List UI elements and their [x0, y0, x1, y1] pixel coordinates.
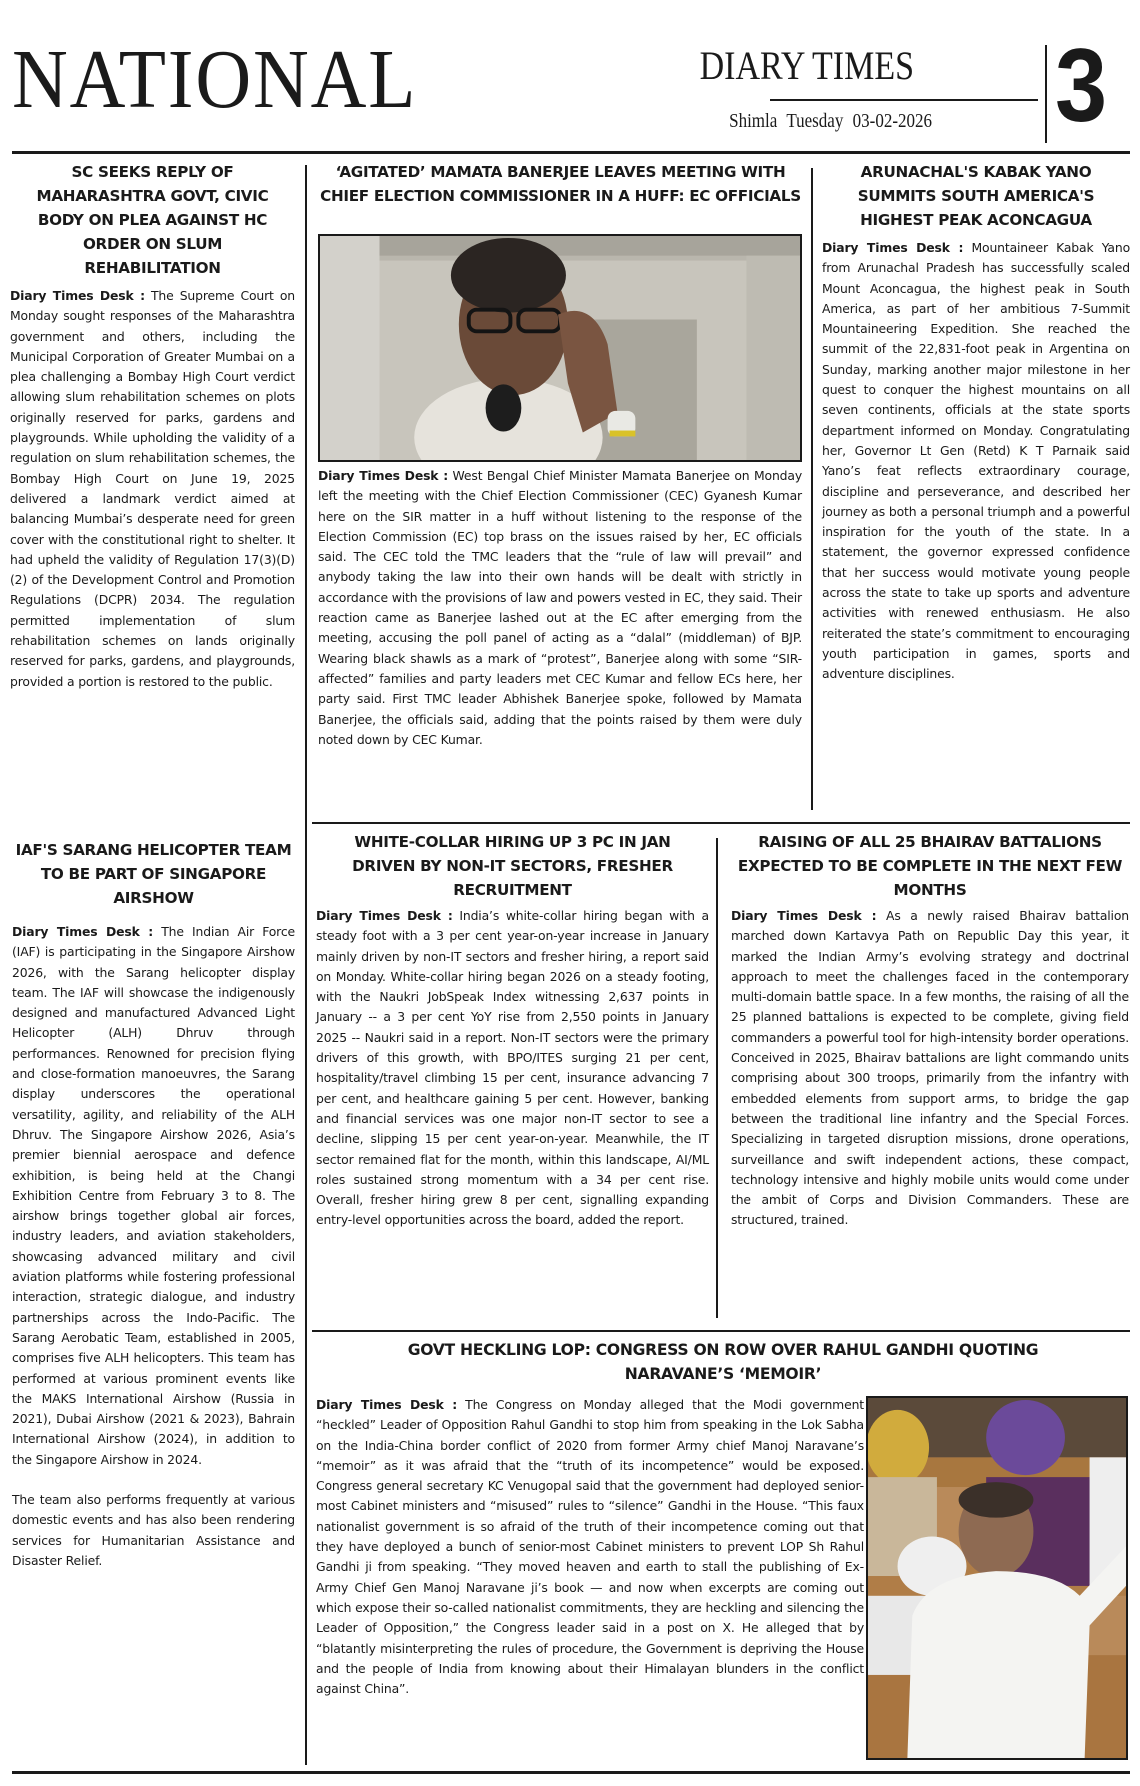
body-text: West Bengal Chief Minister Mamata Banerjee on Monday left the meeting with the Chief Election Commissioner (CEC) Gyanesh Kumar here on the SIR matter in a huff without listening to the response of the Election Commission (EC) top brass on the issues raised by her, EC officials said. The CEC told the TMC leaders that the “rule of law will prevail” and anybody taking the law into their own hands will be dealt with strictly in accordance with the provisions of law and powers vested in EC, they said. Their reaction came as Banerjee lashed out at the EC after emerging from the meeting, accusing the poll panel of acting as a “dalal” (middleman) of BJP. Wearing black shawls as a mark of “protest”, Banerjee along with some “SIR-affected” families and party leaders met CEC Kumar and fellow ECs here, her party said. First TMC leader Abhishek Banerjee spoke, followed by Mamata Banerjee, the officials said, adding that the points raised by them were duly noted down by CEC Kumar. [318, 468, 802, 747]
page-number: 3 [1055, 28, 1108, 144]
article-iaf-sarang [12, 838, 295, 1571]
headline: GOVT HECKLING LOP: CONGRESS ON ROW OVER RAHUL GANDHI QUOTING NARAVANE’S ‘MEMOIR’ [407, 1341, 1039, 1383]
article-white-collar-hiring [316, 830, 709, 1231]
masthead-divider [1045, 45, 1047, 143]
person-speaking-image-icon [320, 236, 800, 460]
byline-desk: Diary Times Desk : [822, 240, 964, 255]
byline-desk: Diary Times Desk : [12, 924, 154, 939]
article-body [12, 922, 295, 1470]
article-body [316, 1395, 864, 1699]
byline-desk: Diary Times Desk : [316, 908, 453, 923]
newspaper-name: DIARY TIMES [699, 43, 914, 88]
article-body [731, 906, 1129, 1231]
mid-rule [312, 822, 1130, 824]
article-body [316, 906, 709, 1231]
headline: IAF'S SARANG HELICOPTER TEAM TO BE PART OF SINGAPORE AIRSHOW [15, 841, 292, 907]
headline: WHITE-COLLAR HIRING UP 3 PC IN JAN DRIVEN BY NON-IT SECTORS, FRESHER RECRUITMENT [352, 833, 673, 899]
article-mamata-banerjee [318, 160, 803, 208]
article-congress-naravane [316, 1338, 1130, 1386]
byline-desk: Diary Times Desk : [318, 468, 449, 483]
byline-desk: Diary Times Desk : [10, 288, 145, 303]
headline: ‘AGITATED’ MAMATA BANERJEE LEAVES MEETING WITH CHIEF ELECTION COMMISSIONER IN A HUFF: EC OFFICIALS [320, 163, 801, 205]
column-divider-mid-lower [716, 838, 718, 1318]
article-body [318, 466, 802, 750]
byline-desk: Diary Times Desk : [731, 908, 877, 923]
article-body [10, 286, 295, 692]
parliament-speaker-image-icon [868, 1398, 1126, 1758]
column-divider-right-top [811, 168, 813, 810]
article-congress-body-wrap [316, 1395, 864, 1699]
body-text: Mountaineer Kabak Yano from Arunachal Pradesh has successfully scaled Mount Aconcagua, the highest peak in South America, as part of her ambitious 7-Summit Mountaineering Expedition. She reached the summit of the 22,831-foot peak in Argentina on Sunday, marking another major milestone in her quest to conquer the highest mountains on all seven continents, officials at the state sports department informed on Monday. Congratulating her, Governor Lt Gen (Retd) K T Parnaik said Yano’s feat reflects extraordinary courage, discipline and perseverance, and described her journey as both a personal triumph and a powerful inspiration for the youth of the state. In a statement, the governor expressed confidence that her success would motivate young people across the state to take up sports and adventure activities with renewed enthusiasm. He also reiterated the state’s commitment to encouraging youth participation in games, sports and adventure disciplines. [822, 240, 1130, 682]
headline: ARUNACHAL'S KABAK YANO SUMMITS SOUTH AMERICA'S HIGHEST PEAK ACONCAGUA [857, 163, 1095, 229]
footer-rule [12, 1771, 1130, 1774]
byline-desk: Diary Times Desk : [316, 1397, 458, 1412]
body-text: The Indian Air Force (IAF) is participating in the Singapore Airshow 2026, with the Sarang helicopter display team. The IAF will showcase the indigenously designed and manufactured Advanced Light Helicopter (ALH) Dhruv through performances. Renowned for precision flying and close-formation manoeuvres, the Sarang display underscores the operational versatility, agility, and reliability of the ALH Dhruv. The Singapore Airshow 2026, Asia’s premier biennial aerospace and defence exhibition, is being held at the Changi Exhibition Centre from February 3 to 8. The airshow brings together global air forces, industry leaders, and aviation stakeholders, showcasing advanced military and civil aviation platforms while fostering professional interaction, strategic dialogue, and industry partnerships across the Indo-Pacific. The Sarang Aerobatic Team, established in 2005, comprises five ALH helicopters. This team has performed at various prominent events like the MAKS International Airshow (Russia in 2021), Dubai Airshow (2021 & 2023), Bahrain International Airshow (2024), in addition to the Singapore Airshow in 2024. [12, 924, 295, 1467]
header-rule [12, 151, 1130, 154]
article-kabak-yano [822, 160, 1130, 685]
headline: RAISING OF ALL 25 BHAIRAV BATTALIONS EXPECTED TO BE COMPLETE IN THE NEXT FEW MONTHS [737, 833, 1123, 899]
lower-rule [312, 1330, 1130, 1332]
dateline: Shimla Tuesday 03-02-2026 [729, 110, 932, 132]
article-mamata-body-wrap [318, 466, 802, 750]
article-body-paragraph-2: The team also performs frequently at various domestic events and has also been rendering services for Humanitarian Assistance and Disaster Relief. [12, 1492, 295, 1568]
body-text: The Supreme Court on Monday sought responses of the Maharashtra government and others, including the Municipal Corporation of Greater Mumbai on a plea challenging a Bombay High Court verdict allowing slum rehabilitation schemes on plots originally reserved for parks, gardens and playgrounds. While upholding the validity of a regulation on slum rehabilitation schemes, the Bombay High Court on June 19, 2025 delivered a landmark verdict aimed at balancing Mumbai’s desperate need for green cover with the constitutional right to shelter. It had upheld the validity of Regulation 17(3)(D)(2) of the Development Control and Promotion Regulations (DCPR) 2034. The regulation permitted implementation of slum rehabilitation schemes on lands originally reserved for parks, gardens, and playgrounds, provided a portion is restored to the public. [10, 288, 295, 689]
body-text: As a newly raised Bhairav battalion marched down Kartavya Path on Republic Day this year, it marked the Indian Army’s evolving strategy and doctrinal approach to meet the challenges faced in the contemporary multi-domain battle space. In a few months, the raising of all the 25 planned battalions is expected to be complete, giving field commanders a powerful tool for high-intensity border operations. Conceived in 2025, Bhairav battalions are light commando units comprising about 300 troops, primarily from the infantry with embedded elements from support arms, to bridge the gap between the traditional line infantry and the Special Forces. Specializing in targeted disruption missions, drone operations, surveillance and swift independent actions, these compact, technology intensive and highly mobile units would come under the ambit of Corps and Division Commanders. These are structured, trained. [731, 908, 1129, 1228]
masthead-rule [770, 99, 1038, 101]
mamata-banerjee-photo [318, 234, 802, 462]
article-bhairav-battalions [731, 830, 1129, 1231]
column-divider-left [305, 165, 307, 1765]
body-text: India’s white-collar hiring began with a steady foot with a 3 per cent year-on-year increase in January mainly driven by non-IT sectors and fresher hiring, a report said on Monday. White-collar hiring began 2026 on a steady footing, with the Naukri JobSpeak Index witnessing 2,637 points in January -- a 3 per cent YoY rise from 2,550 points in January 2025 -- Naukri said in a report. Non-IT sectors were the primary drivers of this growth, with BPO/ITES surging 21 per cent, hospitality/travel climbing 15 per cent, insurance advancing 7 per cent, and healthcare gaining 5 per cent. However, banking and financial services was one major non-IT sector to see a decline, slipping 15 per cent year-on-year. Meanwhile, the IT sector remained flat for the month, within this landscape, AI/ML roles sustained strong momentum with a 34 per cent rise. Overall, fresher hiring grew 8 per cent, signalling expanding entry-level opportunities across the board, added the report. [316, 908, 709, 1228]
section-title: NATIONAL [12, 33, 418, 126]
article-slum-rehabilitation [10, 160, 295, 692]
headline: SC SEEKS REPLY OF MAHARASHTRA GOVT, CIVIC BODY ON PLEA AGAINST HC ORDER ON SLUM REHABILITATION [36, 163, 269, 277]
body-text: The Congress on Monday alleged that the Modi government “heckled” Leader of Opposition Rahul Gandhi to stop him from speaking in the Lok Sabha on the India-China border conflict of 2020 from former Army chief Manoj Naravane’s “memoir” as it was afraid that the “truth of its incompetence” would be exposed. Congress general secretary KC Venugopal said that the government had deployed senior-most Cabinet ministers and “misused” rules to “silence” Gandhi in the House. “This faux nationalist government is so afraid of the truth of their incompetence coming out that they have deployed a bunch of senior-most Cabinet ministers to prevent LOP Sh Rahul Gandhi ji from speaking. “They moved heaven and earth to stall the publishing of Ex-Army Chief Gen Manoj Naravane ji’s book — and now when excerpts are coming out which expose their so-called nationalist commitments, they are heckling and silencing the Leader of Opposition,” the Congress leader said in a post on X. He alleged that by “blatantly misinterpreting the rules of procedure, the Government is depriving the House and the people of India from knowing about their Himalayan blunders in the conflict against China”. [316, 1397, 864, 1697]
article-body [822, 238, 1130, 685]
rahul-gandhi-photo [866, 1396, 1128, 1760]
